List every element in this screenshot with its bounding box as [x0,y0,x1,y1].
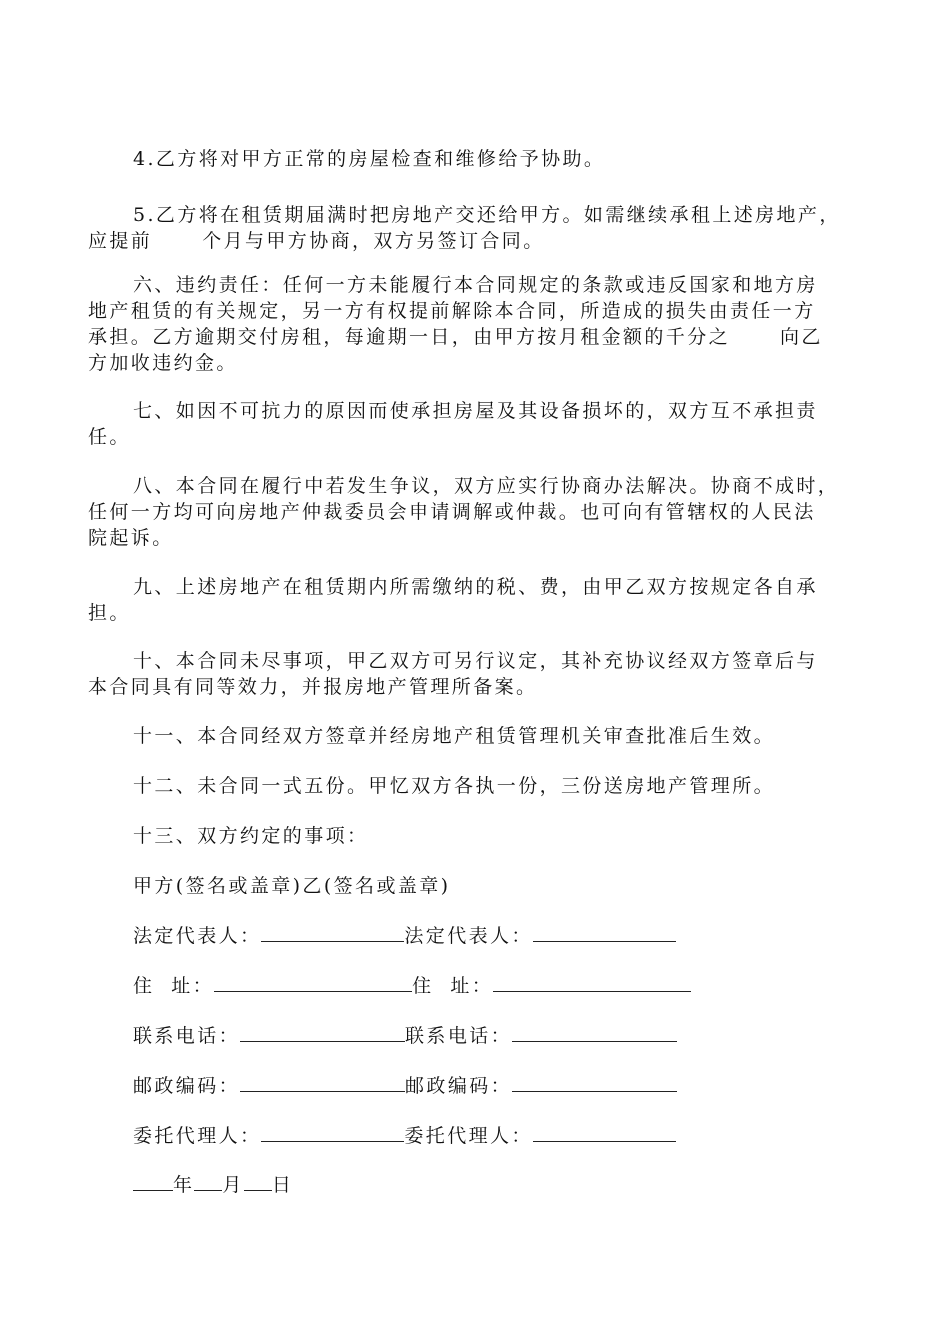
signature-postal-row [133,1073,677,1099]
clause-7 [88,398,868,450]
clause-6 [88,272,868,376]
clause-5 [88,202,868,254]
clause-12-text: 十二、未合同一式五份。甲忆双方各执一份，三份送房地产管理所。 [133,775,776,797]
agent-label-a: 委托代理人： [133,1125,262,1147]
phone-field-b[interactable] [512,1023,677,1042]
rep-field-a[interactable] [261,923,404,942]
clause-5-line-2a: 应提前 [88,230,153,252]
signature-agent-row [133,1123,676,1149]
clause-7-line-2: 任。 [88,426,131,448]
clause-8-line-2: 任何一方均可向房地产仲裁委员会申请调解或仲裁。也可向有管辖权的人民法 [88,501,816,523]
signature-phone-row [133,1023,677,1049]
clause-6-line-3a: 承担。乙方逾期交付房租，每逾期一日，由甲方按月租金额的千分之 [88,326,731,348]
rep-label-a: 法定代表人： [133,925,262,947]
rep-label-b: 法定代表人： [404,925,533,947]
clause-8-line-3: 院起诉。 [88,527,174,549]
clause-6-line-4: 方加收违约金。 [88,352,238,374]
addr-label-b: 住 址： [412,975,494,997]
clause-13-text: 十三、双方约定的事项： [133,825,369,847]
clause-9-line-2: 担。 [88,602,131,624]
clause-6-line-3b: 向乙 [780,326,823,348]
year-label: 年 [173,1174,195,1196]
clause-4-text: 4.乙方将对甲方正常的房屋检查和维修给予协助。 [133,148,606,170]
month-label: 月 [222,1174,244,1196]
clause-11 [88,723,913,749]
clause-6-line-2: 地产租赁的有关规定，另一方有权提前解除本合同，所造成的损失由责任一方 [88,300,816,322]
agent-label-b: 委托代理人： [404,1125,533,1147]
signature-rep-row [133,923,676,949]
day-field[interactable] [244,1172,272,1191]
addr-field-b[interactable] [493,973,691,992]
clause-5-line-1: 5.乙方将在租赁期届满时把房地产交还给甲方。如需继续承租上述房地产， [133,204,841,226]
rep-field-b[interactable] [533,923,676,942]
clause-12 [88,773,913,799]
clause-10-line-1: 十、本合同未尽事项，甲乙双方可另行议定，其补充协议经双方签章后与 [133,650,818,672]
clause-9 [88,574,868,626]
day-label: 日 [271,1174,294,1196]
postal-label-b: 邮政编码： [405,1075,513,1097]
clause-13 [88,823,913,849]
clause-5-line-2b: 个月与甲方协商，双方另签订合同。 [202,230,545,252]
clause-8 [88,473,868,551]
phone-field-a[interactable] [240,1023,405,1042]
clause-5-line-2 [88,228,868,254]
postal-label-a: 邮政编码： [133,1075,241,1097]
clause-6-line-3 [88,324,868,350]
year-field[interactable] [133,1172,173,1191]
month-field[interactable] [194,1172,222,1191]
addr-label-a: 住 址： [133,975,215,997]
signature-addr-row [133,973,691,999]
clause-7-line-1: 七、如因不可抗力的原因而使承担房屋及其设备损坏的，双方互不承担责 [133,400,818,422]
clause-4 [88,146,913,172]
clause-9-line-1: 九、上述房地产在租赁期内所需缴纳的税、费，由甲乙双方按规定各自承 [133,576,818,598]
postal-field-a[interactable] [240,1073,405,1092]
agent-field-a[interactable] [261,1123,404,1142]
signature-date-row [133,1172,293,1198]
addr-field-a[interactable] [214,973,412,992]
clause-11-text: 十一、本合同经双方签章并经房地产租赁管理机关审查批准后生效。 [133,725,776,747]
clause-10 [88,648,868,700]
phone-label-a: 联系电话： [133,1025,241,1047]
signature-parties: 甲方(签名或盖章)乙(签名或盖章) [133,875,451,897]
clause-10-line-2: 本合同具有同等效力，并报房地产管理所备案。 [88,676,538,698]
clause-6-line-1: 六、违约责任：任何一方未能履行本合同规定的条款或违反国家和地方房 [133,274,818,296]
clause-8-line-1: 八、本合同在履行中若发生争议，双方应实行协商办法解决。协商不成时， [133,475,840,497]
agent-field-b[interactable] [533,1123,676,1142]
phone-label-b: 联系电话： [405,1025,513,1047]
postal-field-b[interactable] [512,1073,677,1092]
